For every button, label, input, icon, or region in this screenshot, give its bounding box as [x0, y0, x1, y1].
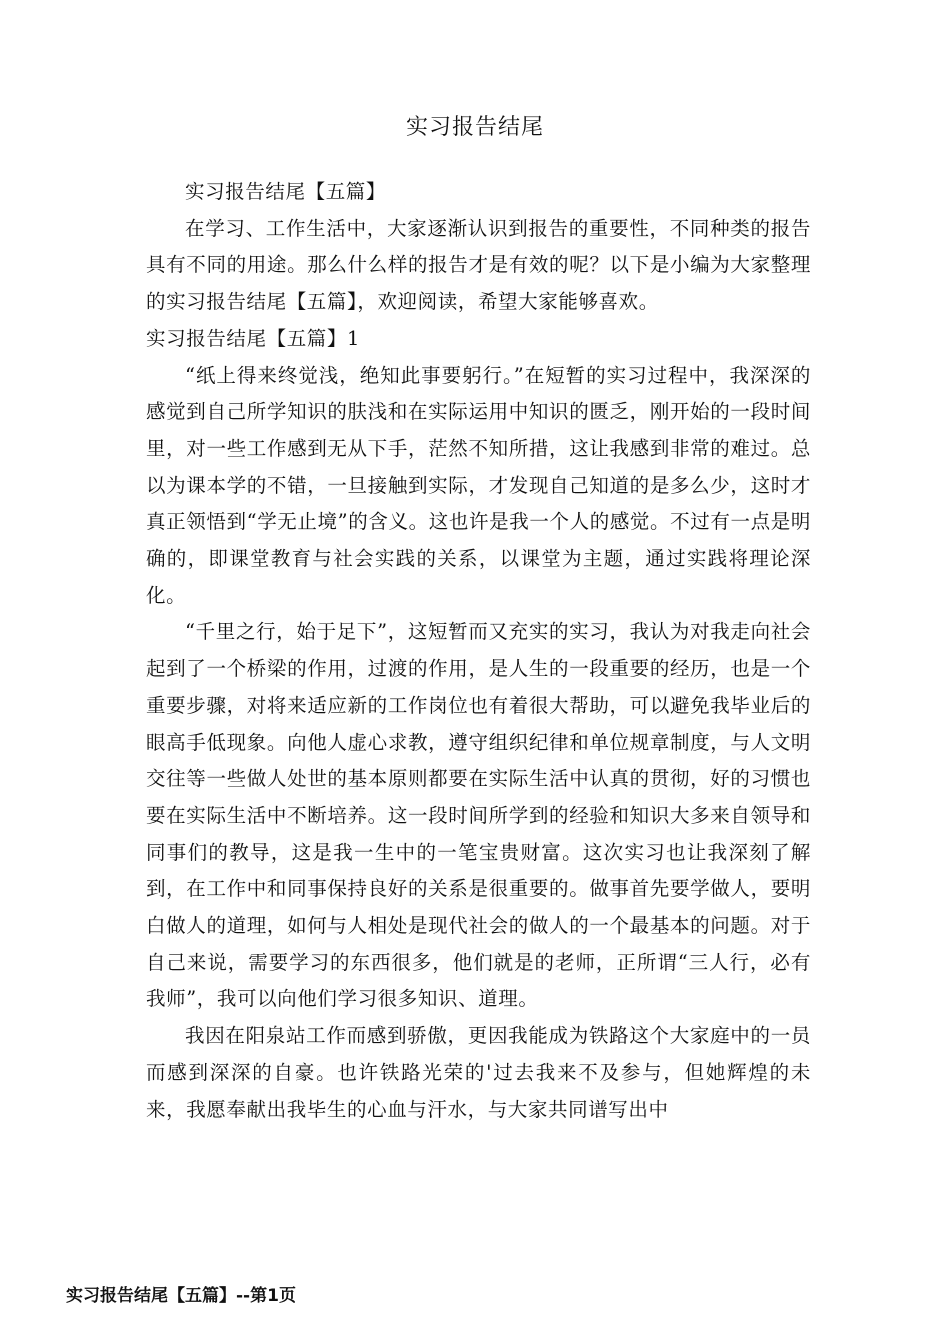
paragraph-subtitle: 实习报告结尾【五篇】 — [185, 180, 387, 203]
paragraph-journey: “千里之行，始于足下”，这短暂而又充实的实习，我认为对我走向社会起到了一个桥梁的作用，过渡的作用，是人生的一段重要的经历，也是一个重要步骤，对将来适应新的工作岗位也有着很大帮助，可以避免我毕业后的眼高手低现象。向他人虚心求教，遵守组织纪律和单位规章制度，与人文明交往等一些做人处世的基本原则都要在实际生活中认真的贯彻，好的习惯也要在实际生活中不断培养。这一段时间所学到的经验和知识大多来自领导和同事们的教导，这是我一生中的一笔宝贵财富。这次实习也让我深刻了解到，在工作中和同事保持良好的关系是很重要的。做事首先要学做人，要明白做人的道理，如何与人相处是现代社会的做人的一个最基本的问题。对于自己来说，需要学习的东西很多，他们就是的老师，正所谓“三人行，必有我师”，我可以向他们学习很多知识、道理。 — [146, 620, 811, 1011]
page-footer: 实习报告结尾【五篇】--第1页 — [66, 1286, 296, 1306]
paragraph-railway: 我因在阳泉站工作而感到骄傲，更因我能成为铁路这个大家庭中的一员而感到深深的自豪。也许铁路光荣的'过去我来不及参与，但她辉煌的未来，我愿奉献出我毕生的心血与汗水，与大家共同谱写出中 — [146, 1024, 811, 1121]
document-body — [146, 174, 811, 1128]
paragraph-intro: 在学习、工作生活中，大家逐渐认识到报告的重要性，不同种类的报告具有不同的用途。那么什么样的报告才是有效的呢？以下是小编为大家整理的实习报告结尾【五篇】，欢迎阅读，希望大家能够喜欢。 — [146, 216, 811, 314]
section-heading-1: 实习报告结尾【五篇】1 — [146, 326, 361, 350]
paragraph-practice: “纸上得来终觉浅，绝知此事要躬行。”在短暂的实习过程中，我深深的感觉到自己所学知识的肤浅和在实际运用中知识的匮乏，刚开始的一段时间里，对一些工作感到无从下手，茫然不知所措，这让我感到非常的难过。总以为课本学的不错，一旦接触到实际，才发现自己知道的是多么少，这时才真正领悟到“学无止境”的含义。这也许是我一个人的感觉。不过有一点是明确的，即课堂教育与社会实践的关系，以课堂为主题，通过实践将理论深化。 — [146, 363, 811, 607]
document-title: 实习报告结尾 — [405, 115, 544, 140]
